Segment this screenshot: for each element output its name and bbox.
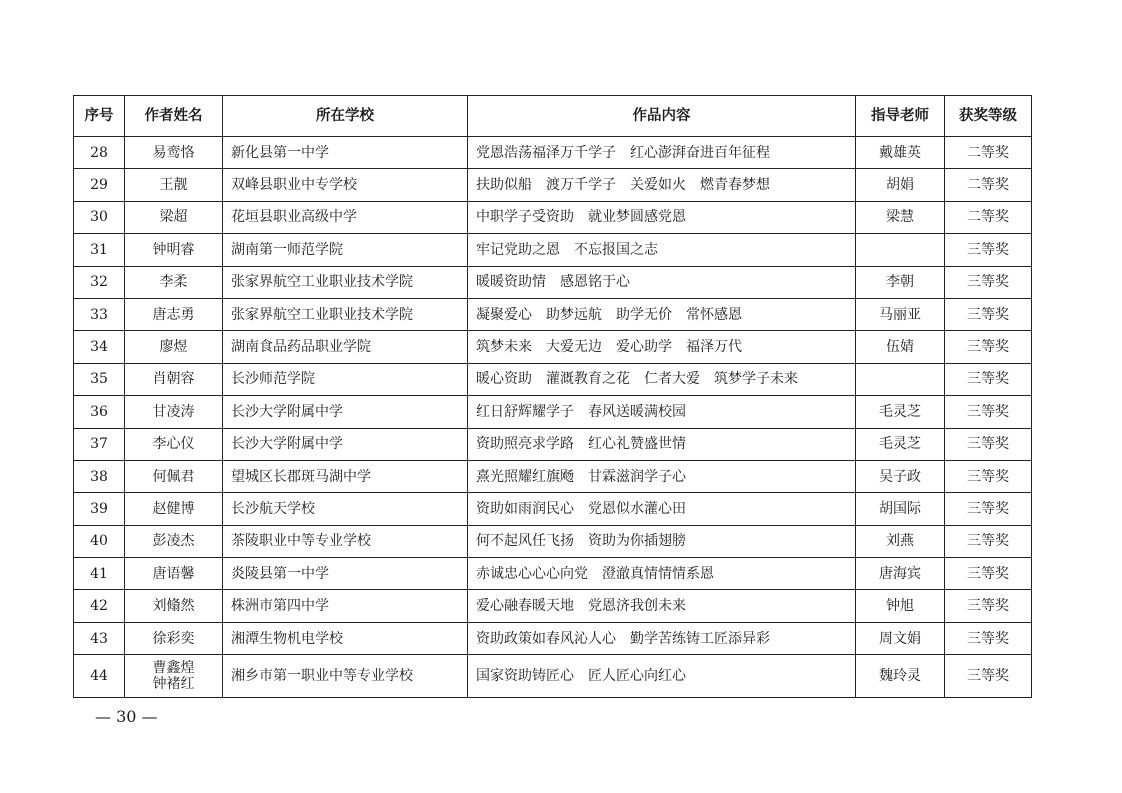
school-name: 新化县第一中学	[223, 137, 468, 169]
author-name: 赵健博	[125, 493, 223, 525]
school-name: 花垣县职业高级中学	[223, 201, 468, 233]
work-content: 暖心资助 灌溉教育之花 仁者大爱 筑梦学子未来	[468, 363, 856, 395]
row-no: 40	[74, 525, 125, 557]
work-content: 凝聚爱心 助梦远航 助学无价 常怀感恩	[468, 298, 856, 330]
work-content: 资助政策如春风沁人心 勤学苦练铸工匠添异彩	[468, 622, 856, 654]
award-level: 三等奖	[945, 622, 1032, 654]
teacher-name: 毛灵芝	[856, 396, 945, 428]
award-table	[73, 95, 1032, 698]
table-row	[74, 590, 1032, 622]
teacher-name: 唐海宾	[856, 558, 945, 590]
work-content: 何不起风任飞扬 资助为你插翅膀	[468, 525, 856, 557]
table-row	[74, 169, 1032, 201]
school-name: 湘潭生物机电学校	[223, 622, 468, 654]
table-row	[74, 266, 1032, 298]
award-level: 二等奖	[945, 137, 1032, 169]
table-row	[74, 363, 1032, 395]
table-row	[74, 331, 1032, 363]
row-no: 37	[74, 428, 125, 460]
row-no: 39	[74, 493, 125, 525]
teacher-name: 胡国际	[856, 493, 945, 525]
row-no: 28	[74, 137, 125, 169]
work-content: 筑梦未来 大爱无边 爱心助学 福泽万代	[468, 331, 856, 363]
school-name: 茶陵职业中等专业学校	[223, 525, 468, 557]
row-no: 41	[74, 558, 125, 590]
table-row	[74, 428, 1032, 460]
table-row	[74, 460, 1032, 492]
author-name: 钟明睿	[125, 234, 223, 266]
table-row	[74, 298, 1032, 330]
author-name: 王靓	[125, 169, 223, 201]
author-names	[125, 655, 223, 698]
row-no: 44	[74, 655, 125, 698]
school-name: 双峰县职业中专学校	[223, 169, 468, 201]
teacher-name: 马丽亚	[856, 298, 945, 330]
header-work: 作品内容	[468, 96, 856, 137]
work-content: 中职学子受资助 就业梦圆感党恩	[468, 201, 856, 233]
award-level: 三等奖	[945, 298, 1032, 330]
award-level: 三等奖	[945, 558, 1032, 590]
header-no: 序号	[74, 96, 125, 137]
teacher-name: 梁慧	[856, 201, 945, 233]
author-name: 李柔	[125, 266, 223, 298]
school-name: 张家界航空工业职业技术学院	[223, 266, 468, 298]
teacher-name: 吴子政	[856, 460, 945, 492]
school-name: 长沙师范学院	[223, 363, 468, 395]
award-level: 三等奖	[945, 396, 1032, 428]
school-name: 长沙大学附属中学	[223, 428, 468, 460]
author-name: 梁超	[125, 201, 223, 233]
school-name: 湖南食品药品职业学院	[223, 331, 468, 363]
table-row	[74, 137, 1032, 169]
row-no: 35	[74, 363, 125, 395]
table-row	[74, 396, 1032, 428]
table-row	[74, 558, 1032, 590]
author-name: 唐志勇	[125, 298, 223, 330]
header-row	[74, 96, 1032, 137]
row-no: 43	[74, 622, 125, 654]
work-content: 资助照亮求学路 红心礼赞盛世情	[468, 428, 856, 460]
header-award: 获奖等级	[945, 96, 1032, 137]
teacher-name: 刘燕	[856, 525, 945, 557]
table-row	[74, 525, 1032, 557]
row-no: 36	[74, 396, 125, 428]
table-row	[74, 655, 1032, 698]
author-name: 徐彩奕	[125, 622, 223, 654]
row-no: 30	[74, 201, 125, 233]
header-school: 所在学校	[223, 96, 468, 137]
row-no: 29	[74, 169, 125, 201]
work-content: 红日舒辉耀学子 春风送暖满校园	[468, 396, 856, 428]
row-no: 32	[74, 266, 125, 298]
award-level: 三等奖	[945, 428, 1032, 460]
author-name: 肖朝容	[125, 363, 223, 395]
teacher-name	[856, 234, 945, 266]
row-no: 33	[74, 298, 125, 330]
row-no: 42	[74, 590, 125, 622]
work-content: 熹光照耀红旗飏 甘霖滋润学子心	[468, 460, 856, 492]
award-level: 三等奖	[945, 331, 1032, 363]
award-level: 二等奖	[945, 169, 1032, 201]
author-name: 李心仪	[125, 428, 223, 460]
author-name: 曹鑫煌	[152, 660, 195, 677]
school-name: 炎陵县第一中学	[223, 558, 468, 590]
award-level: 二等奖	[945, 201, 1032, 233]
author-name: 甘凌涛	[125, 396, 223, 428]
page-number: — 30 —	[95, 707, 158, 726]
school-name: 张家界航空工业职业技术学院	[223, 298, 468, 330]
teacher-name: 魏玲灵	[856, 655, 945, 698]
header-author: 作者姓名	[125, 96, 223, 137]
work-content: 暖暖资助情 感恩铭于心	[468, 266, 856, 298]
author-name: 易鸾恪	[125, 137, 223, 169]
school-name: 长沙航天学校	[223, 493, 468, 525]
row-no: 34	[74, 331, 125, 363]
work-content: 资助如雨润民心 党恩似水灌心田	[468, 493, 856, 525]
school-name: 湖南第一师范学院	[223, 234, 468, 266]
table-row	[74, 234, 1032, 266]
teacher-name: 戴雄英	[856, 137, 945, 169]
table-row	[74, 622, 1032, 654]
work-content: 爱心融春暖天地 党恩济我创未来	[468, 590, 856, 622]
teacher-name: 胡娟	[856, 169, 945, 201]
teacher-name: 周文娟	[856, 622, 945, 654]
author-name: 彭凌杰	[125, 525, 223, 557]
award-level: 三等奖	[945, 363, 1032, 395]
work-content: 牢记党助之恩 不忘报国之志	[468, 234, 856, 266]
award-level: 三等奖	[945, 655, 1032, 698]
teacher-name: 毛灵芝	[856, 428, 945, 460]
work-content: 赤诚忠心心心向党 澄澈真情情情系恩	[468, 558, 856, 590]
work-content: 党恩浩荡福泽万千学子 红心澎湃奋进百年征程	[468, 137, 856, 169]
teacher-name	[856, 363, 945, 395]
work-content: 扶助似船 渡万千学子 关爱如火 燃青春梦想	[468, 169, 856, 201]
award-level: 三等奖	[945, 493, 1032, 525]
school-name: 株洲市第四中学	[223, 590, 468, 622]
row-no: 38	[74, 460, 125, 492]
author-name: 廖煜	[125, 331, 223, 363]
teacher-name: 伍婧	[856, 331, 945, 363]
author-name: 刘翛然	[125, 590, 223, 622]
award-level: 三等奖	[945, 590, 1032, 622]
award-level: 三等奖	[945, 234, 1032, 266]
author-name: 钟褚红	[152, 676, 195, 693]
school-name: 长沙大学附属中学	[223, 396, 468, 428]
teacher-name: 李朝	[856, 266, 945, 298]
award-level: 三等奖	[945, 266, 1032, 298]
table-row	[74, 493, 1032, 525]
author-name: 何佩君	[125, 460, 223, 492]
row-no: 31	[74, 234, 125, 266]
work-content: 国家资助铸匠心 匠人匠心向红心	[468, 655, 856, 698]
teacher-name: 钟旭	[856, 590, 945, 622]
header-teacher: 指导老师	[856, 96, 945, 137]
table-row	[74, 201, 1032, 233]
award-level: 三等奖	[945, 460, 1032, 492]
school-name: 湘乡市第一职业中等专业学校	[223, 655, 468, 698]
author-name: 唐语馨	[125, 558, 223, 590]
award-level: 三等奖	[945, 525, 1032, 557]
school-name: 望城区长郡斑马湖中学	[223, 460, 468, 492]
